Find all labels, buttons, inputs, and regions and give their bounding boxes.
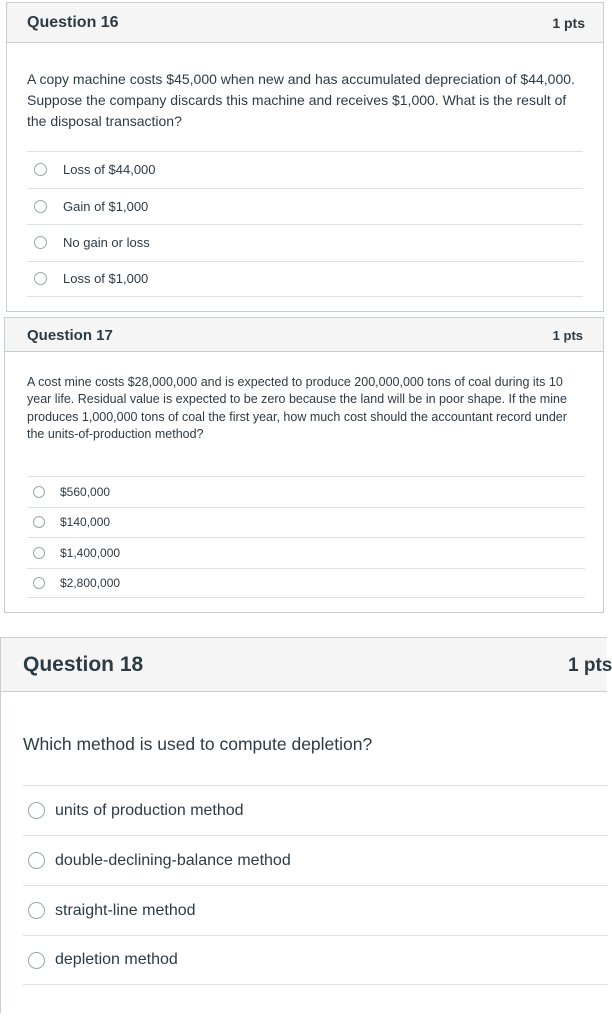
answer-label: $2,800,000	[60, 575, 121, 590]
question-text: Which method is used to compute depletion?	[23, 734, 373, 754]
question-points: 1 pts	[568, 655, 612, 676]
answer-label: $1,400,000	[60, 545, 121, 560]
answer-option[interactable]	[23, 885, 608, 935]
question-text: A cost mine costs $28,000,000 and is expected to produce 200,000,000 tons of coal during its 10 year life. Residual value is expected to be zero because the land will be in poor shape. If the mine produces 1,000,000 tons of coal the first year, how much cost should the accountant record under the units-of-production method?	[27, 375, 567, 441]
answer-label: straight-line method	[55, 901, 196, 919]
radio-button[interactable]	[28, 952, 45, 969]
radio-button[interactable]	[28, 852, 45, 869]
answer-option[interactable]	[27, 537, 585, 568]
radio-button[interactable]	[34, 236, 47, 249]
answer-option[interactable]	[23, 835, 608, 885]
radio-button[interactable]	[28, 802, 45, 819]
question-16-card	[6, 2, 604, 312]
radio-button[interactable]	[34, 272, 47, 285]
answer-option[interactable]	[27, 151, 583, 188]
question-18-card	[0, 637, 612, 1013]
question-header	[1, 638, 612, 692]
radio-button[interactable]	[33, 577, 45, 589]
answer-label: $140,000	[60, 515, 111, 530]
answer-label: units of production method	[55, 801, 244, 819]
answer-option[interactable]	[27, 188, 583, 225]
question-header	[7, 3, 603, 43]
answer-option[interactable]	[27, 224, 583, 261]
radio-button[interactable]	[33, 516, 45, 528]
answer-option[interactable]	[23, 935, 608, 985]
answer-list	[27, 151, 583, 297]
answer-option[interactable]	[27, 476, 585, 507]
radio-button[interactable]	[33, 547, 45, 559]
answer-label: No gain or loss	[63, 235, 150, 251]
question-title: Question 17	[27, 327, 113, 344]
question-points: 1 pts	[552, 15, 585, 31]
radio-button[interactable]	[34, 200, 47, 213]
question-header	[5, 318, 603, 352]
question-points: 1 pts	[552, 328, 583, 343]
radio-button[interactable]	[34, 163, 47, 176]
answer-option[interactable]	[23, 785, 608, 835]
question-text: A copy machine costs $45,000 when new and has accumulated depreciation of $44,000. Suppose the company discards this machine and receives $1,000. What is the result of the disposal transaction?	[27, 71, 575, 129]
answer-label: Loss of $44,000	[63, 162, 156, 178]
answer-label: Loss of $1,000	[63, 271, 149, 287]
question-17-card	[4, 317, 604, 613]
answer-label: $560,000	[60, 484, 111, 499]
radio-button[interactable]	[28, 902, 45, 919]
question-title: Question 16	[27, 14, 119, 31]
answer-label: depletion method	[55, 951, 178, 968]
answer-label: double-declining-balance method	[55, 851, 291, 869]
radio-button[interactable]	[33, 486, 45, 498]
answer-option[interactable]	[27, 507, 585, 538]
answer-list	[27, 476, 585, 598]
answer-option[interactable]	[27, 568, 585, 599]
answer-option[interactable]	[27, 261, 583, 298]
answer-list	[23, 785, 608, 985]
question-title: Question 18	[23, 653, 144, 676]
answer-label: Gain of $1,000	[63, 198, 149, 214]
